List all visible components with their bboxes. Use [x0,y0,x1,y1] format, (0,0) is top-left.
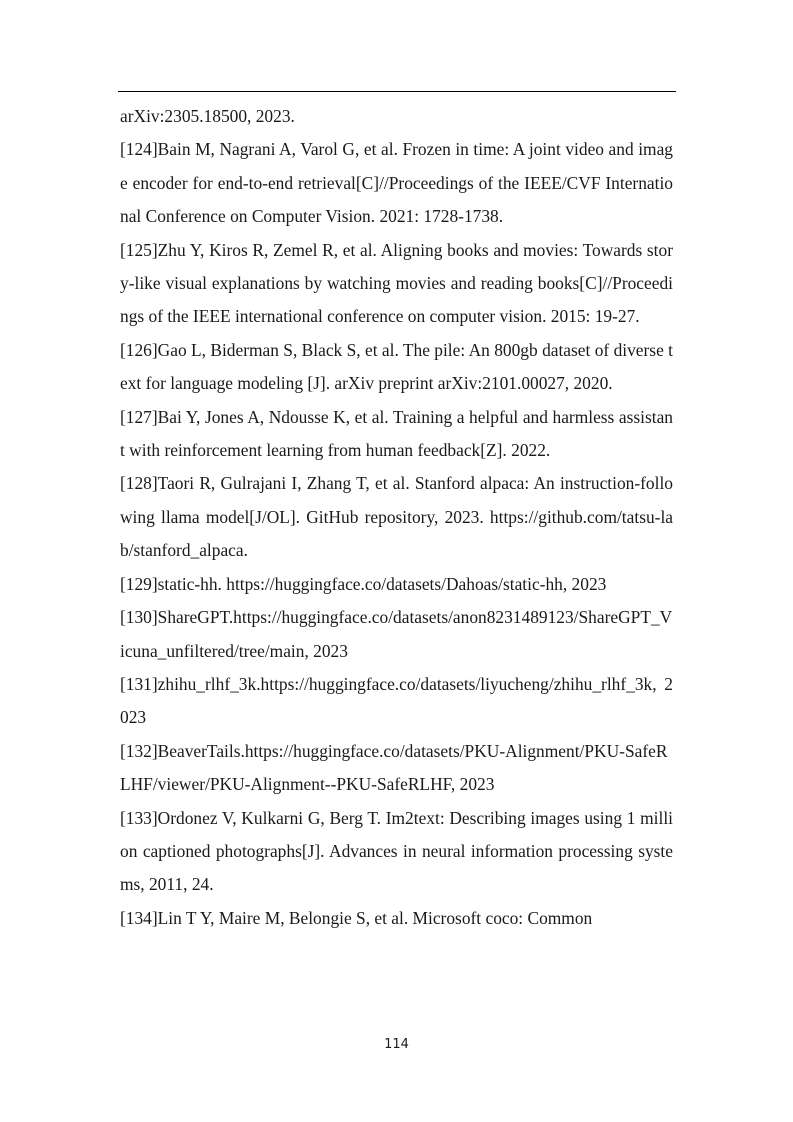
reference-item: [134]Lin T Y, Maire M, Belongie S, et al. Microsoft coco: Common [120,907,593,928]
reference-item: arXiv:2305.18500, 2023. [120,106,295,126]
reference-item: [133]Ordonez V, Kulkarni G, Berg T. Im2text: Describing images using 1 million captioned photographs[J]. Advances in neural information processing systems, 2011, 24. [120,807,673,895]
reference-item: [128]Taori R, Gulrajani I, Zhang T, et al. Stanford alpaca: An instruction-following llama model[J/OL]. GitHub repository, 2023. https://github.com/tatsu-lab/stanford_alpaca. [120,473,673,561]
reference-item: [130]ShareGPT.https://huggingface.co/datasets/anon8231489123/ShareGPT_Vicuna_unfiltered/tree/main, 2023 [120,607,673,661]
reference-item: [132]BeaverTails.https://huggingface.co/datasets/PKU-Alignment/PKU-SafeRLHF/viewer/PKU-Alignment--PKU-SafeRLHF, 2023 [120,740,668,795]
reference-item: [127]Bai Y, Jones A, Ndousse K, et al. Training a helpful and harmless assistant with reinforcement learning from human feedback[Z]. 2022. [120,406,673,461]
reference-item: [125]Zhu Y, Kiros R, Zemel R, et al. Aligning books and movies: Towards story-like visual explanations by watching movies and reading books[C]//Proceedings of the IEEE international conference on computer vision. 2015: 19-27. [120,239,673,327]
reference-list [120,100,673,935]
reference-item: [124]Bain M, Nagrani A, Varol G, et al. Frozen in time: A joint video and image encoder for end-to-end retrieval[C]//Proceedings of the IEEE/CVF International Conference on Computer Vision. 2021: 1728-1738. [120,139,673,227]
reference-item: [131]zhihu_rlhf_3k.https://huggingface.co/datasets/liyucheng/zhihu_rlhf_3k, 2023 [120,673,673,728]
page-number: 114 [384,1037,409,1052]
reference-item: [129]static-hh. https://huggingface.co/datasets/Dahoas/static-hh, 2023 [120,573,607,594]
reference-item: [126]Gao L, Biderman S, Black S, et al. The pile: An 800gb dataset of diverse text for language modeling [J]. arXiv preprint arXiv:2101.00027, 2020. [120,339,673,394]
header-rule [118,91,676,92]
